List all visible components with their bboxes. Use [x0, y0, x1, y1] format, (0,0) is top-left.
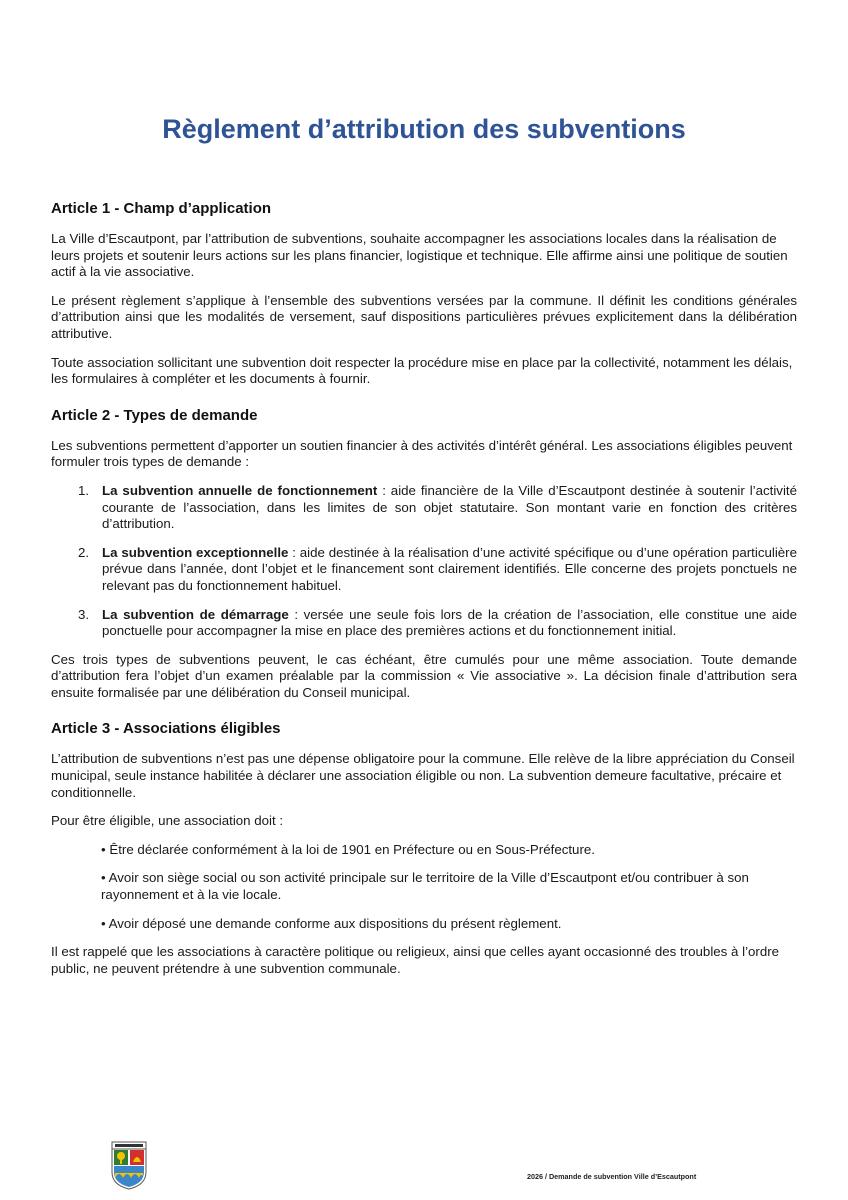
list-item-term: La subvention de démarrage [102, 606, 289, 622]
article-1 [51, 199, 797, 388]
list-item [51, 545, 797, 595]
paragraph: Les subventions permettent d’apporter un soutien financier à des activités d’intérêt général. Les associations éligibles peuvent formuler trois types de demande : [51, 437, 793, 470]
paragraph: La Ville d’Escautpont, par l’attribution de subventions, souhaite accompagner les associations locales dans la réalisation de leurs projets et soutenir leurs actions sur les plans financier, logistique et technique. Elle affirme ainsi une politique de soutien actif à la vie associative. [51, 231, 788, 280]
bullet-item: • Avoir son siège social ou son activité principale sur le territoire de la Ville d’Escautpont et/ou contribuer à son rayonnement et à la vie locale. [101, 870, 749, 903]
list-item-text: : versée une seule fois lors de la création de l’association, elle constitue une aide ponctuelle pour accompagner la mise en place des premières actions et du fonctionnement initial. [102, 606, 797, 639]
eligibility-list [51, 842, 797, 932]
list-item [51, 607, 797, 640]
paragraph: Il est rappelé que les associations à caractère politique ou religieux, ainsi que celles ayant occasionné des troubles à l’ordre public, ne peuvent prétendre à une subvention communale. [51, 944, 780, 976]
document-title: Règlement d’attribution des subventions [162, 114, 686, 144]
paragraph: Le présent règlement s’applique à l’ensemble des subventions versées par la commune. Il définit les conditions générales d’attribution ainsi que les modalités de versement, sauf dispositions particulières prévues explicitement dans la délibération attributive. [51, 292, 797, 341]
article-2 [51, 406, 797, 702]
demand-types-list [51, 483, 797, 640]
article-heading: Article 2 - Types de demande [51, 406, 258, 424]
paragraph: Pour être éligible, une association doit : [51, 813, 284, 829]
list-number: 3. [78, 606, 90, 622]
article-3 [51, 719, 797, 977]
paragraph: Ces trois types de subventions peuvent, le cas échéant, être cumulés pour une même association. Toute demande d’attribution fera l’objet d’un examen préalable par la commission « Vie associative ». La décision finale d’attribution sera ensuite formalisée par une délibération du Conseil municipal. [51, 651, 797, 700]
article-heading: Article 1 - Champ d’application [51, 200, 272, 217]
list-item-term: La subvention annuelle de fonctionnement [102, 482, 378, 498]
paragraph: Toute association sollicitant une subvention doit respecter la procédure mise en place par la collectivité, notamment les délais, les formulaires à compléter et les documents à fournir. [51, 354, 793, 387]
list-item-text: : aide destinée à la réalisation d’une activité spécifique ou d’une opération particulière prévue dans l’année, dont l’objet et le financement sont clairement identifiés. Elle concerne des projets ponctuels ne relevant pas du fonctionnement habituel. [102, 544, 798, 593]
document-body [51, 199, 797, 995]
list-item [51, 483, 797, 533]
paragraph: L’attribution de subventions n’est pas une dépense obligatoire pour la commune. Elle relève de la libre appréciation du Conseil municipal, seule instance habilitée à déclarer une association éligible ou non. La subvention demeure facultative, précaire et conditionnelle. [51, 751, 795, 800]
bullet-item: • Avoir déposé une demande conforme aux dispositions du présent règlement. [101, 915, 562, 931]
list-number: 2. [78, 544, 90, 560]
list-number: 1. [78, 482, 90, 498]
footer-text: 2026 / Demande de subvention Ville d’Escautpont [527, 1172, 697, 1181]
list-item-term: La subvention exceptionnelle [102, 544, 289, 560]
list-item-text: : aide financière de la Ville d’Escautpont destinée à soutenir l’activité courante de l’association, dans les limites de son objet statutaire. Son montant varie en fonction des critères d’attribution. [102, 482, 797, 532]
article-heading: Article 3 - Associations éligibles [51, 720, 281, 738]
escautpont-coat-of-arms-icon [109, 1140, 149, 1190]
bullet-item: • Être déclarée conformément à la loi de 1901 en Préfecture ou en Sous-Préfecture. [101, 841, 595, 857]
